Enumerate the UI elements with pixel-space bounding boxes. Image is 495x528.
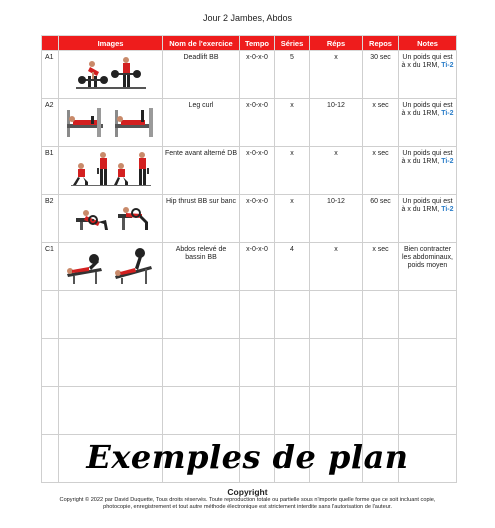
technique-link[interactable]: Ti-2 bbox=[441, 110, 454, 117]
technique-link[interactable]: Ti-2 bbox=[441, 62, 454, 69]
exercise-image-cell bbox=[59, 195, 163, 243]
exercise-code: A2 bbox=[42, 99, 59, 147]
notes-text: Un poids qui est à x du 1RM, bbox=[401, 54, 453, 69]
exercise-name: Hip thrust BB sur banc bbox=[163, 195, 240, 243]
exercise-series: x bbox=[275, 147, 310, 195]
exercise-name: Leg curl bbox=[163, 99, 240, 147]
exercise-tempo: x-0-x-0 bbox=[240, 147, 275, 195]
exercise-notes bbox=[399, 51, 457, 99]
exercise-notes bbox=[399, 147, 457, 195]
exercise-reps: 10-12 bbox=[310, 195, 363, 243]
lunge-illustration bbox=[66, 150, 156, 188]
bench-crunch-illustration bbox=[61, 246, 161, 286]
exercise-series: 4 bbox=[275, 243, 310, 291]
watermark-text: Exemples de plan bbox=[86, 438, 409, 476]
exercise-code: A1 bbox=[42, 51, 59, 99]
exercise-rest: 30 sec bbox=[363, 51, 399, 99]
exercise-image-cell bbox=[59, 99, 163, 147]
exercise-reps: x bbox=[310, 147, 363, 195]
table-row bbox=[42, 147, 457, 195]
exercise-name: Fente avant alterné DB bbox=[163, 147, 240, 195]
exercise-notes: Bien contracter les abdominaux, poids moyen bbox=[399, 243, 457, 291]
exercise-series: 5 bbox=[275, 51, 310, 99]
leg-curl-illustration bbox=[61, 102, 161, 140]
exercise-code: C1 bbox=[42, 243, 59, 291]
exercise-tempo: x-0-x-0 bbox=[240, 243, 275, 291]
col-header-rest: Repos bbox=[363, 36, 399, 51]
exercise-image-cell bbox=[59, 147, 163, 195]
exercise-tempo: x-0-x-0 bbox=[240, 99, 275, 147]
table-row bbox=[42, 51, 457, 99]
table-row-empty bbox=[42, 339, 457, 387]
exercise-tempo: x-0-x-0 bbox=[240, 195, 275, 243]
table-header-row bbox=[42, 36, 457, 51]
page-title: Jour 2 Jambes, Abdos bbox=[202, 13, 293, 23]
exercise-name: Deadlift BB bbox=[163, 51, 240, 99]
deadlift-illustration bbox=[66, 54, 156, 92]
notes-text: Un poids qui est à x du 1RM, bbox=[401, 150, 453, 165]
workout-table bbox=[41, 35, 457, 483]
exercise-name: Abdos relevé de bassin BB bbox=[163, 243, 240, 291]
exercise-series: x bbox=[275, 99, 310, 147]
col-header-reps: Réps bbox=[310, 36, 363, 51]
table-row-empty bbox=[42, 291, 457, 339]
exercise-image-cell bbox=[59, 51, 163, 99]
exercise-code: B2 bbox=[42, 195, 59, 243]
exercise-notes bbox=[399, 195, 457, 243]
table-row bbox=[42, 99, 457, 147]
col-header-exercise-name: Nom de l'exercice bbox=[163, 36, 240, 51]
exercise-rest: x sec bbox=[363, 147, 399, 195]
col-header-code bbox=[42, 36, 59, 51]
table-row bbox=[42, 195, 457, 243]
exercise-rest: x sec bbox=[363, 99, 399, 147]
exercise-reps: x bbox=[310, 51, 363, 99]
exercise-reps: x bbox=[310, 243, 363, 291]
table-row-empty bbox=[42, 387, 457, 435]
notes-text: Un poids qui est à x du 1RM, bbox=[401, 198, 453, 213]
exercise-notes bbox=[399, 99, 457, 147]
notes-text: Un poids qui est à x du 1RM, bbox=[401, 102, 453, 117]
col-header-images: Images bbox=[59, 36, 163, 51]
hip-thrust-illustration bbox=[66, 198, 156, 234]
technique-link[interactable]: Ti-2 bbox=[441, 206, 454, 213]
exercise-tempo: x-0-x-0 bbox=[240, 51, 275, 99]
technique-link[interactable]: Ti-2 bbox=[441, 158, 454, 165]
copyright-title: Copyright bbox=[227, 487, 268, 497]
col-header-series: Séries bbox=[275, 36, 310, 51]
exercise-image-cell bbox=[59, 243, 163, 291]
exercise-rest: x sec bbox=[363, 243, 399, 291]
exercise-code: B1 bbox=[42, 147, 59, 195]
col-header-tempo: Tempo bbox=[240, 36, 275, 51]
col-header-notes: Notes bbox=[399, 36, 457, 51]
exercise-reps: 10-12 bbox=[310, 99, 363, 147]
exercise-rest: 60 sec bbox=[363, 195, 399, 243]
exercise-series: x bbox=[275, 195, 310, 243]
table-row bbox=[42, 243, 457, 291]
copyright-text: Copyright © 2022 par David Duquette, Tous droits réservés. Toute reproduction totale ou partielle sous n'importe quelle forme que ce soit incluant copie, photocopie, enregistrement et tout autre méthode électronique est strictement interdite sans l'autorisation de l'auteur. bbox=[59, 497, 436, 510]
